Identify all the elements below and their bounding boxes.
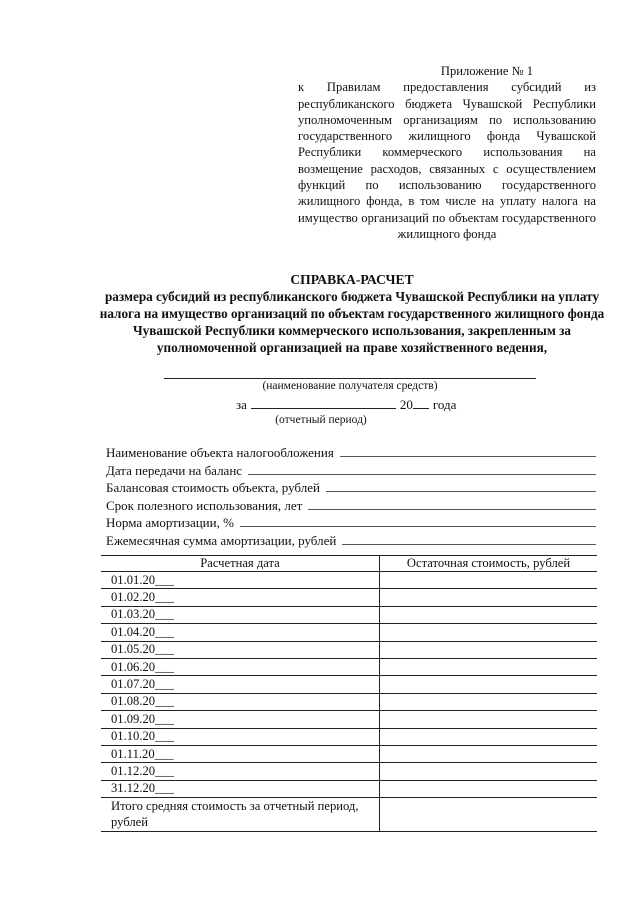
table-row: 01.12.20___ (101, 763, 597, 780)
header-residual-value: Остаточная стоимость, рублей (380, 556, 598, 572)
field-book-value: Балансовая стоимость объекта, рублей (106, 479, 596, 497)
period-suffix: года (432, 397, 457, 412)
table-row: 01.03.20___ (101, 606, 597, 623)
value-cell (380, 658, 598, 675)
document-title (96, 271, 608, 356)
field-blank (308, 498, 596, 510)
value-cell (380, 745, 598, 762)
total-value-cell (380, 798, 598, 832)
appendix-text: к Правилам предоставления субсидий из республиканского бюджета Чувашской Республики уполномоченным организациям по использованию государственного жилищного фонда Чувашской Республики коммерческого использования на возмещение расходов, связанных с осуществлением функций по использованию государственного жилищного фонда, в том числе на уплату налога на имущество организаций по объектам государственного жилищного фонда (298, 80, 596, 241)
table-row: 01.05.20___ (101, 641, 597, 658)
title-subtitle: размера субсидий из республиканского бюджета Чувашской Республики на уплату налога на имущество организаций по объектам государственного жилищного фонда Чувашской Республики коммерческого использования, закрепленным за уполномоченной организацией на праве хозяйственного ведения, (99, 289, 605, 355)
title-main: СПРАВКА-РАСЧЕТ (290, 272, 414, 287)
field-blank (248, 463, 596, 475)
table-row: 01.07.20___ (101, 676, 597, 693)
value-cell (380, 728, 598, 745)
calculation-table (101, 555, 597, 832)
value-cell (380, 711, 598, 728)
field-depreciation-rate: Норма амортизации, % (106, 514, 596, 532)
appendix-number: Приложение № 1 (440, 64, 534, 78)
value-cell (380, 780, 598, 797)
period-prefix: за (236, 397, 247, 412)
table-header-row (101, 556, 597, 572)
total-label: Итого средняя стоимость за отчетный период, рублей (101, 798, 380, 832)
period-caption: (отчетный период) (275, 414, 367, 426)
value-cell (380, 624, 598, 641)
table-row: 01.04.20___ (101, 624, 597, 641)
recipient-blank-line (164, 378, 536, 379)
field-blank (342, 533, 596, 545)
table-row: 31.12.20___ (101, 780, 597, 797)
period-line (236, 396, 456, 413)
field-blank (240, 515, 596, 527)
value-cell (380, 606, 598, 623)
table-row: 01.10.20___ (101, 728, 597, 745)
recipient-caption: (наименование получателя средств) (262, 380, 438, 392)
table-row: 01.02.20___ (101, 589, 597, 606)
table-row: 01.08.20___ (101, 693, 597, 710)
field-useful-life: Срок полезного использования, лет (106, 497, 596, 515)
field-object-name: Наименование объекта налогообложения (106, 444, 596, 462)
header-calc-date: Расчетная дата (101, 556, 380, 572)
value-cell (380, 641, 598, 658)
table-total-row (101, 798, 597, 832)
table-row: 01.01.20___ (101, 572, 597, 589)
value-cell (380, 589, 598, 606)
period-blank (251, 396, 396, 409)
appendix-block (298, 63, 596, 242)
table-row: 01.06.20___ (101, 658, 597, 675)
field-monthly-depreciation: Ежемесячная сумма амортизации, рублей (106, 532, 596, 550)
table-row: 01.09.20___ (101, 711, 597, 728)
table-row: 01.11.20___ (101, 745, 597, 762)
period-year-blank (413, 396, 429, 409)
field-balance-date: Дата передачи на баланс (106, 462, 596, 480)
object-fields (106, 444, 596, 550)
field-blank (326, 480, 596, 492)
value-cell (380, 693, 598, 710)
field-blank (340, 445, 596, 457)
value-cell (380, 676, 598, 693)
period-year-prefix: 20 (399, 397, 413, 412)
value-cell (380, 572, 598, 589)
value-cell (380, 763, 598, 780)
